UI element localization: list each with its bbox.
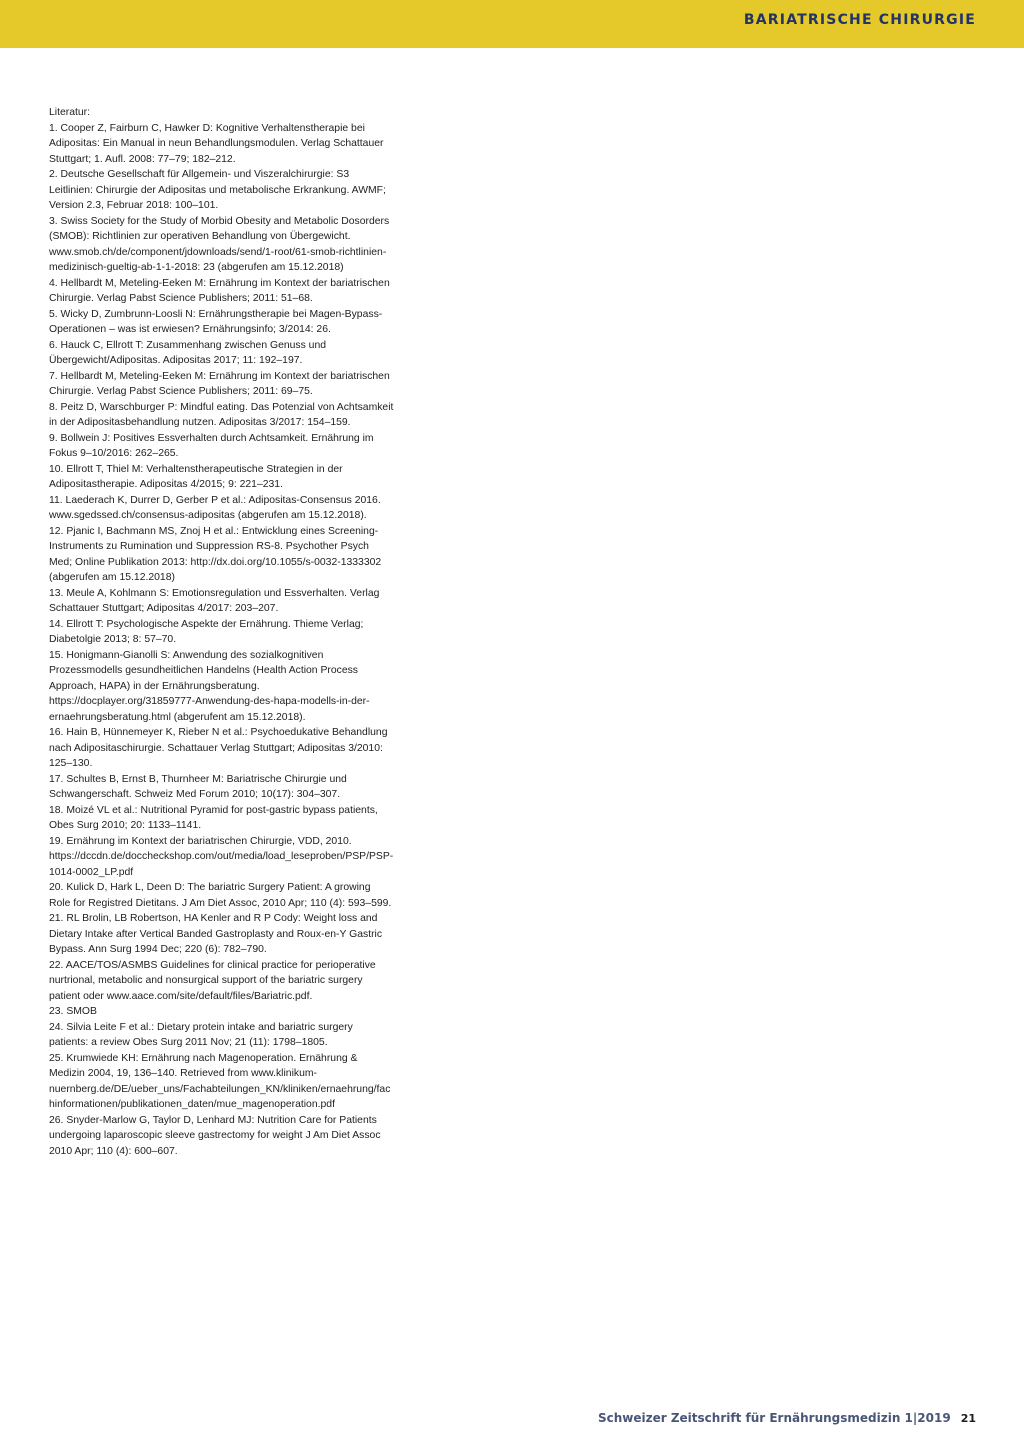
reference-item: 18. Moizé VL et al.: Nutritional Pyramid for post-gastric bypass patients, Obes Surg 2010; 20: 1133–1141. <box>49 804 378 831</box>
reference-item: 13. Meule A, Kohlmann S: Emotionsregulation und Essverhalten. Verlag Schattauer Stuttgart; Adipositas 4/2017: 203–207. <box>49 587 380 614</box>
reference-item: 6. Hauck C, Ellrott T: Zusammenhang zwischen Genuss und Übergewicht/Adipositas. Adipositas 2017; 11: 192–197. <box>49 339 327 366</box>
header-band <box>0 0 1024 48</box>
journal-title: Schweizer Zeitschrift für Ernährungsmedizin 1|2019 <box>597 1411 951 1425</box>
reference-item: 3. Swiss Society for the Study of Morbid Obesity and Metabolic Dosorders (SMOB): Richtlinien zur operativen Behandlung von Übergewicht. www.smob.ch/de/component/jdownloads/send/1-root/61-smob-richtlinien-medizinisch-gueltig-ab-1-1-2018: 23 (abgerufen am 15.12.2018) <box>49 215 390 273</box>
reference-item: 19. Ernährung im Kontext der bariatrischen Chirurgie, VDD, 2010. https://dccdn.de/doccheckshop.com/out/media/load_leseproben/PSP/PSP-1014-0002_LP.pdf <box>49 835 394 878</box>
reference-item: 1. Cooper Z, Fairburn C, Hawker D: Kognitive Verhaltenstherapie bei Adipositas: Ein Manual in neun Behandlungsmodulen. Verlag Schattauer Stuttgart; 1. Aufl. 2008: 77–79; 182–212. <box>49 122 384 165</box>
reference-item: 17. Schultes B, Ernst B, Thurnheer M: Bariatrische Chirurgie und Schwangerschaft. Schweiz Med Forum 2010; 10(17): 304–307. <box>49 773 347 800</box>
reference-item: 2. Deutsche Gesellschaft für Allgemein- und Viszeralchirurgie: S3 Leitlinien: Chirurgie der Adipositas und metabolische Erkrankung. AWMF; Version 2.3, Februar 2018: 100–101. <box>49 169 386 211</box>
reference-item: 5. Wicky D, Zumbrunn-Loosli N: Ernährungstherapie bei Magen-Bypass-Operationen – was ist erwiesen? Ernährungsinfo; 3/2014: 26. <box>49 308 383 335</box>
reference-item: 26. Snyder-Marlow G, Taylor D, Lenhard MJ: Nutrition Care for Patients undergoing laparoscopic sleeve gastrectomy for weight J Am Diet Assoc 2010 Apr; 110 (4): 600–607. <box>49 1114 381 1157</box>
reference-list <box>49 121 394 1160</box>
reference-item: 24. Silvia Leite F et al.: Dietary protein intake and bariatric surgery patients: a review Obes Surg 2011 Nov; 21 (11): 1798–1805. <box>49 1021 353 1048</box>
reference-item: 15. Honigmann-Gianolli S: Anwendung des sozialkognitiven Prozessmodells gesundheitlichen Handelns (Health Action Process Approach, HAPA) in der Ernährungsberatung. https://docplayer.org/31859777-Anwendung-des-hapa-modells-in-der-ernaehrungsberatung.html (abgerufent am 15.12.2018). <box>49 649 370 723</box>
section-title: BARIATRISCHE CHIRURGIE <box>743 12 976 28</box>
references-heading: Literatur: <box>49 107 91 118</box>
reference-item: 7. Hellbardt M, Meteling-Eeken M: Ernährung im Kontext der bariatrischen Chirurgie. Verlag Pabst Science Publishers; 2011: 69–75. <box>49 370 390 397</box>
reference-item: 20. Kulick D, Hark L, Deen D: The bariatric Surgery Patient: A growing Role for Registred Dietitans. J Am Diet Assoc, 2010 Apr; 110 (4): 593–599. <box>49 882 392 909</box>
reference-item: 8. Peitz D, Warschburger P: Mindful eating. Das Potenzial von Achtsamkeit in der Adipositasbehandlung nutzen. Adipositas 3/2017: 154–159. <box>49 401 394 428</box>
reference-item: 23. SMOB <box>49 1006 97 1017</box>
reference-item: 9. Bollwein J: Positives Essverhalten durch Achtsamkeit. Ernährung im Fokus 9–10/2016: 262–265. <box>49 432 374 459</box>
reference-item: 10. Ellrott T, Thiel M: Verhaltenstherapeutische Strategien in der Adipositastherapie. Adipositas 4/2015; 9: 221–231. <box>49 463 343 490</box>
reference-item: 16. Hain B, Hünnemeyer K, Rieber N et al.: Psychoedukative Behandlung nach Adipositaschirurgie. Schattauer Verlag Stuttgart; Adipositas 3/2010: 125–130. <box>49 727 388 769</box>
page-number: 21 <box>960 1412 976 1425</box>
reference-item: 14. Ellrott T: Psychologische Aspekte der Ernährung. Thieme Verlag; Diabetolgie 2013; 8: 57–70. <box>49 618 364 645</box>
page-footer <box>598 1411 976 1425</box>
references-section <box>49 105 394 1159</box>
reference-item: 21. RL Brolin, LB Robertson, HA Kenler and R P Cody: Weight loss and Dietary Intake after Vertical Banded Gastroplasty and Roux-en-Y Gastric Bypass. Ann Surg 1994 Dec; 220 (6): 782–790. <box>49 913 383 955</box>
reference-item: 22. AACE/TOS/ASMBS Guidelines for clinical practice for perioperative nurtrional, metabolic and nonsurgical support of the bariatric surgery patient oder www.aace.com/site/default/files/Bariatric.pdf. <box>49 959 376 1002</box>
reference-item: 11. Laederach K, Durrer D, Gerber P et al.: Adipositas-Consensus 2016. www.sgedssed.ch/consensus-adipositas (abgerufen am 15.12.2018). <box>49 494 381 521</box>
reference-item: 4. Hellbardt M, Meteling-Eeken M: Ernährung im Kontext der bariatrischen Chirurgie. Verlag Pabst Science Publishers; 2011: 51–68. <box>49 277 390 304</box>
reference-item: 12. Pjanic I, Bachmann MS, Znoj H et al.: Entwicklung eines Screening-Instruments zu Rumination und Suppression RS-8. Psychother Psych Med; Online Publikation 2013: http://dx.doi.org/10.1055/s-0032-1333302 (abgerufen am 15.12.2018) <box>49 525 382 583</box>
reference-item: 25. Krumwiede KH: Ernährung nach Magenoperation. Ernährung & Medizin 2004, 19, 136–140. Retrieved from www.klinikum-nuernberg.de/DE/ueber_uns/Fachabteilungen_KN/kliniken/ernaehrung/fachinformationen/publikationen_daten/mue_magenoperation.pdf <box>49 1052 391 1110</box>
